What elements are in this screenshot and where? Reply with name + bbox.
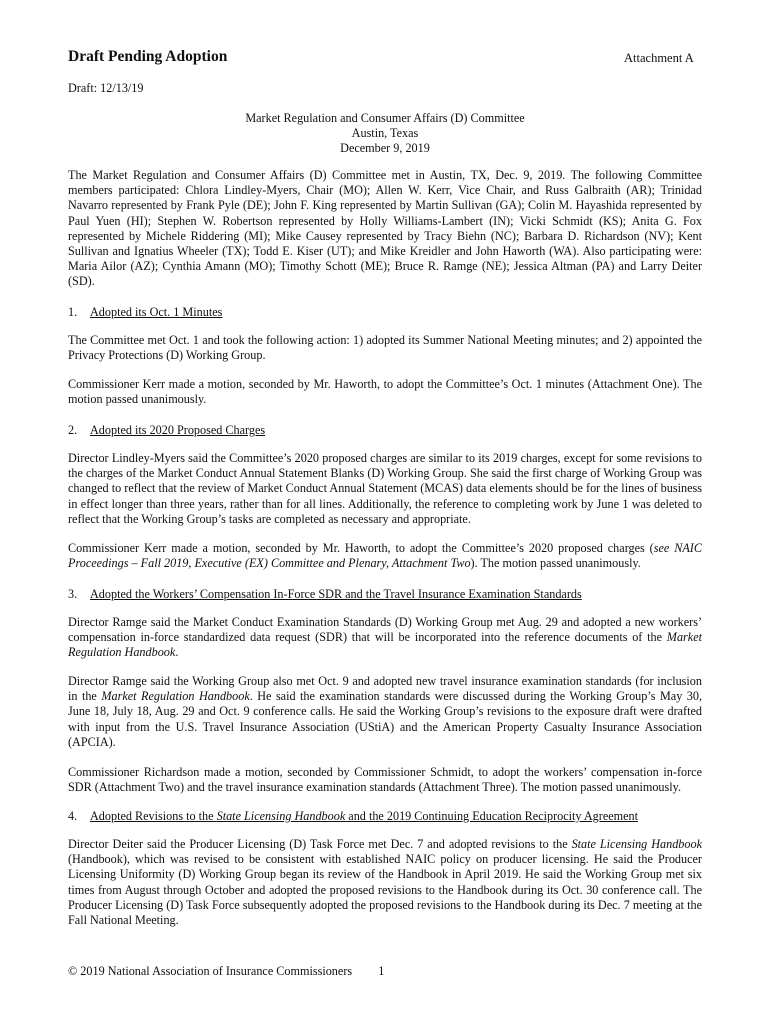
section-number: 4. — [68, 809, 78, 823]
section-number: 2. — [68, 423, 78, 437]
text-run: Commissioner Kerr made a motion, seconded by Mr. Haworth, to adopt the Committee’s 2020 proposed charges ( — [68, 541, 654, 555]
text-run: Director Ramge said the Working Group also met Oct. 9 and adopted new travel insurance examination standards (for inclusion in the — [68, 674, 702, 704]
section-1-heading — [68, 305, 222, 320]
section-2-paragraph-2 — [68, 541, 702, 571]
section-2-heading — [68, 423, 265, 438]
section-3-paragraph-1 — [68, 615, 702, 661]
section-4-paragraph-1 — [68, 837, 702, 928]
text-run: Director Ramge said the Market Conduct Examination Standards (D) Working Group met Aug. 29 and adopted a new workers’ compensation in-force standardized data request (SDR) that will be incorporated into the reference documents of the — [68, 615, 702, 645]
section-title: Adopted the Workers’ Compensation In-Force SDR and the Travel Insurance Examination Standards — [90, 587, 582, 601]
italic-title: Market Regulation Handbook — [101, 689, 250, 704]
section-number: 1. — [68, 305, 78, 319]
section-title: Adopted its Oct. 1 Minutes — [90, 305, 223, 319]
section-title: Adopted its 2020 Proposed Charges — [90, 423, 266, 437]
text-run: . — [175, 645, 179, 660]
section-3-paragraph-2 — [68, 674, 702, 750]
text-run: (Handbook), which was revised to be consistent with established NAIC policy on producer licensing. He said the Producer Licensing Uniformity (D) Working Group began its review of the Handbook in April 2019. He said the Working Group met six times from August through October and adopted the proposed revisions to the Handbook during its Oct. 30 conference call. The Producer Licensing (D) Task Force subsequently adopted the proposed revisions to the Handbook during its Dec. 7 meeting at the Fall National Meeting. — [68, 852, 702, 928]
italic-citation: see NAIC Proceedings – Fall 2019, Executive (EX) Committee and Plenary, Attachment Two — [68, 541, 702, 571]
section-number: 3. — [68, 587, 78, 601]
italic-title: State Licensing Handbook — [216, 809, 346, 823]
text-run: and the 2019 Continuing Education Reciprocity Agreement — [345, 809, 639, 823]
section-4-heading — [68, 809, 638, 824]
attachment-label: Attachment A — [624, 51, 694, 65]
meeting-date: December 9, 2019 — [340, 141, 430, 156]
page-title: Draft Pending Adoption — [68, 48, 228, 65]
committee-name: Market Regulation and Consumer Affairs (D) Committee — [245, 111, 525, 125]
section-title — [90, 809, 638, 823]
intro-paragraph: The Market Regulation and Consumer Affairs (D) Committee met in Austin, TX, Dec. 9, 2019. The following Committee members participated: Chlora Lindley-Myers, Chair (MO); Allen W. Kerr, Vice Chair, and Russ Galbraith (AR); Trinidad Navarro represented by Frank Pyle (DE); John F. King represented by Martin Sullivan (GA); Colin M. Hayashida represented by Paul Yuen (HI); Stephen W. Robertson represented by Holly Williams-Lambert (IN); Vicki Schmidt (KS); Anita G. Fox represented by Michele Riddering (MI); Mike Causey represented by Tracy Biehn (NC); Barbara D. Richardson (NV); Kent Sullivan and Ignatius Wheeler (TX); Todd E. Kiser (UT); and Mike Kreidler and John Haworth (WA). Also participating were: Maria Ailor (AZ); Cynthia Amann (MO); Timothy Schott (ME); Bruce R. Ramge (NE); Jessica Altman (PA) and Larry Deiter (SD). — [68, 168, 702, 289]
section-1-paragraph-2: Commissioner Kerr made a motion, seconded by Mr. Haworth, to adopt the Committee’s Oct. 1 minutes (Attachment One). The motion passed unanimously. — [68, 377, 702, 407]
section-1-paragraph-1: The Committee met Oct. 1 and took the following action: 1) adopted its Summer National Meeting minutes; and 2) appointed the Privacy Protections (D) Working Group. — [68, 333, 702, 363]
footer — [68, 964, 384, 979]
section-2-paragraph-1: Director Lindley-Myers said the Committee’s 2020 proposed charges are similar to its 2019 charges, except for some revisions to the charges of the Market Conduct Annual Statement Blanks (D) Working Group. She said the first charge of Working Group was changed to reflect that the review of Market Conduct Annual Statement (MCAS) data elements should be for the lines of business in effect longer than three years, rather than for all lines. Additionally, the reference to completing work by June 1 was deleted to reflect that the Working Group’s tasks are completed as necessary and appropriate. — [68, 451, 702, 526]
italic-title: State Licensing Handbook — [571, 837, 702, 851]
text-run: ). The motion passed unanimously. — [470, 556, 641, 571]
meeting-info — [68, 111, 702, 157]
meeting-location: Austin, Texas — [351, 126, 419, 141]
draft-date: Draft: 12/13/19 — [68, 81, 144, 95]
page-number: 1 — [378, 964, 385, 978]
section-3-heading — [68, 587, 582, 602]
copyright: © 2019 National Association of Insurance Commissioners — [68, 964, 353, 978]
text-run: . He said the examination standards were discussed during the Working Group’s May 30, June 18, July 18, Aug. 29 and Oct. 9 conference calls. He said the Working Group’s revisions to the exposure draft were drafted with input from the U.S. Travel Insurance Association (UStiA) and the American Property Casualty Insurance Association (APCIA). — [68, 689, 703, 749]
text-run: Adopted Revisions to the — [90, 809, 217, 823]
section-3-paragraph-3: Commissioner Richardson made a motion, seconded by Commissioner Schmidt, to adopt the workers’ compensation in-force SDR (Attachment Two) and the travel insurance examination standards (Attachment Three). The motion passed unanimously. — [68, 765, 702, 795]
italic-title: Market Regulation Handbook — [68, 630, 702, 660]
text-run: Director Deiter said the Producer Licensing (D) Task Force met Dec. 7 and adopted revisions to the — [68, 837, 572, 851]
